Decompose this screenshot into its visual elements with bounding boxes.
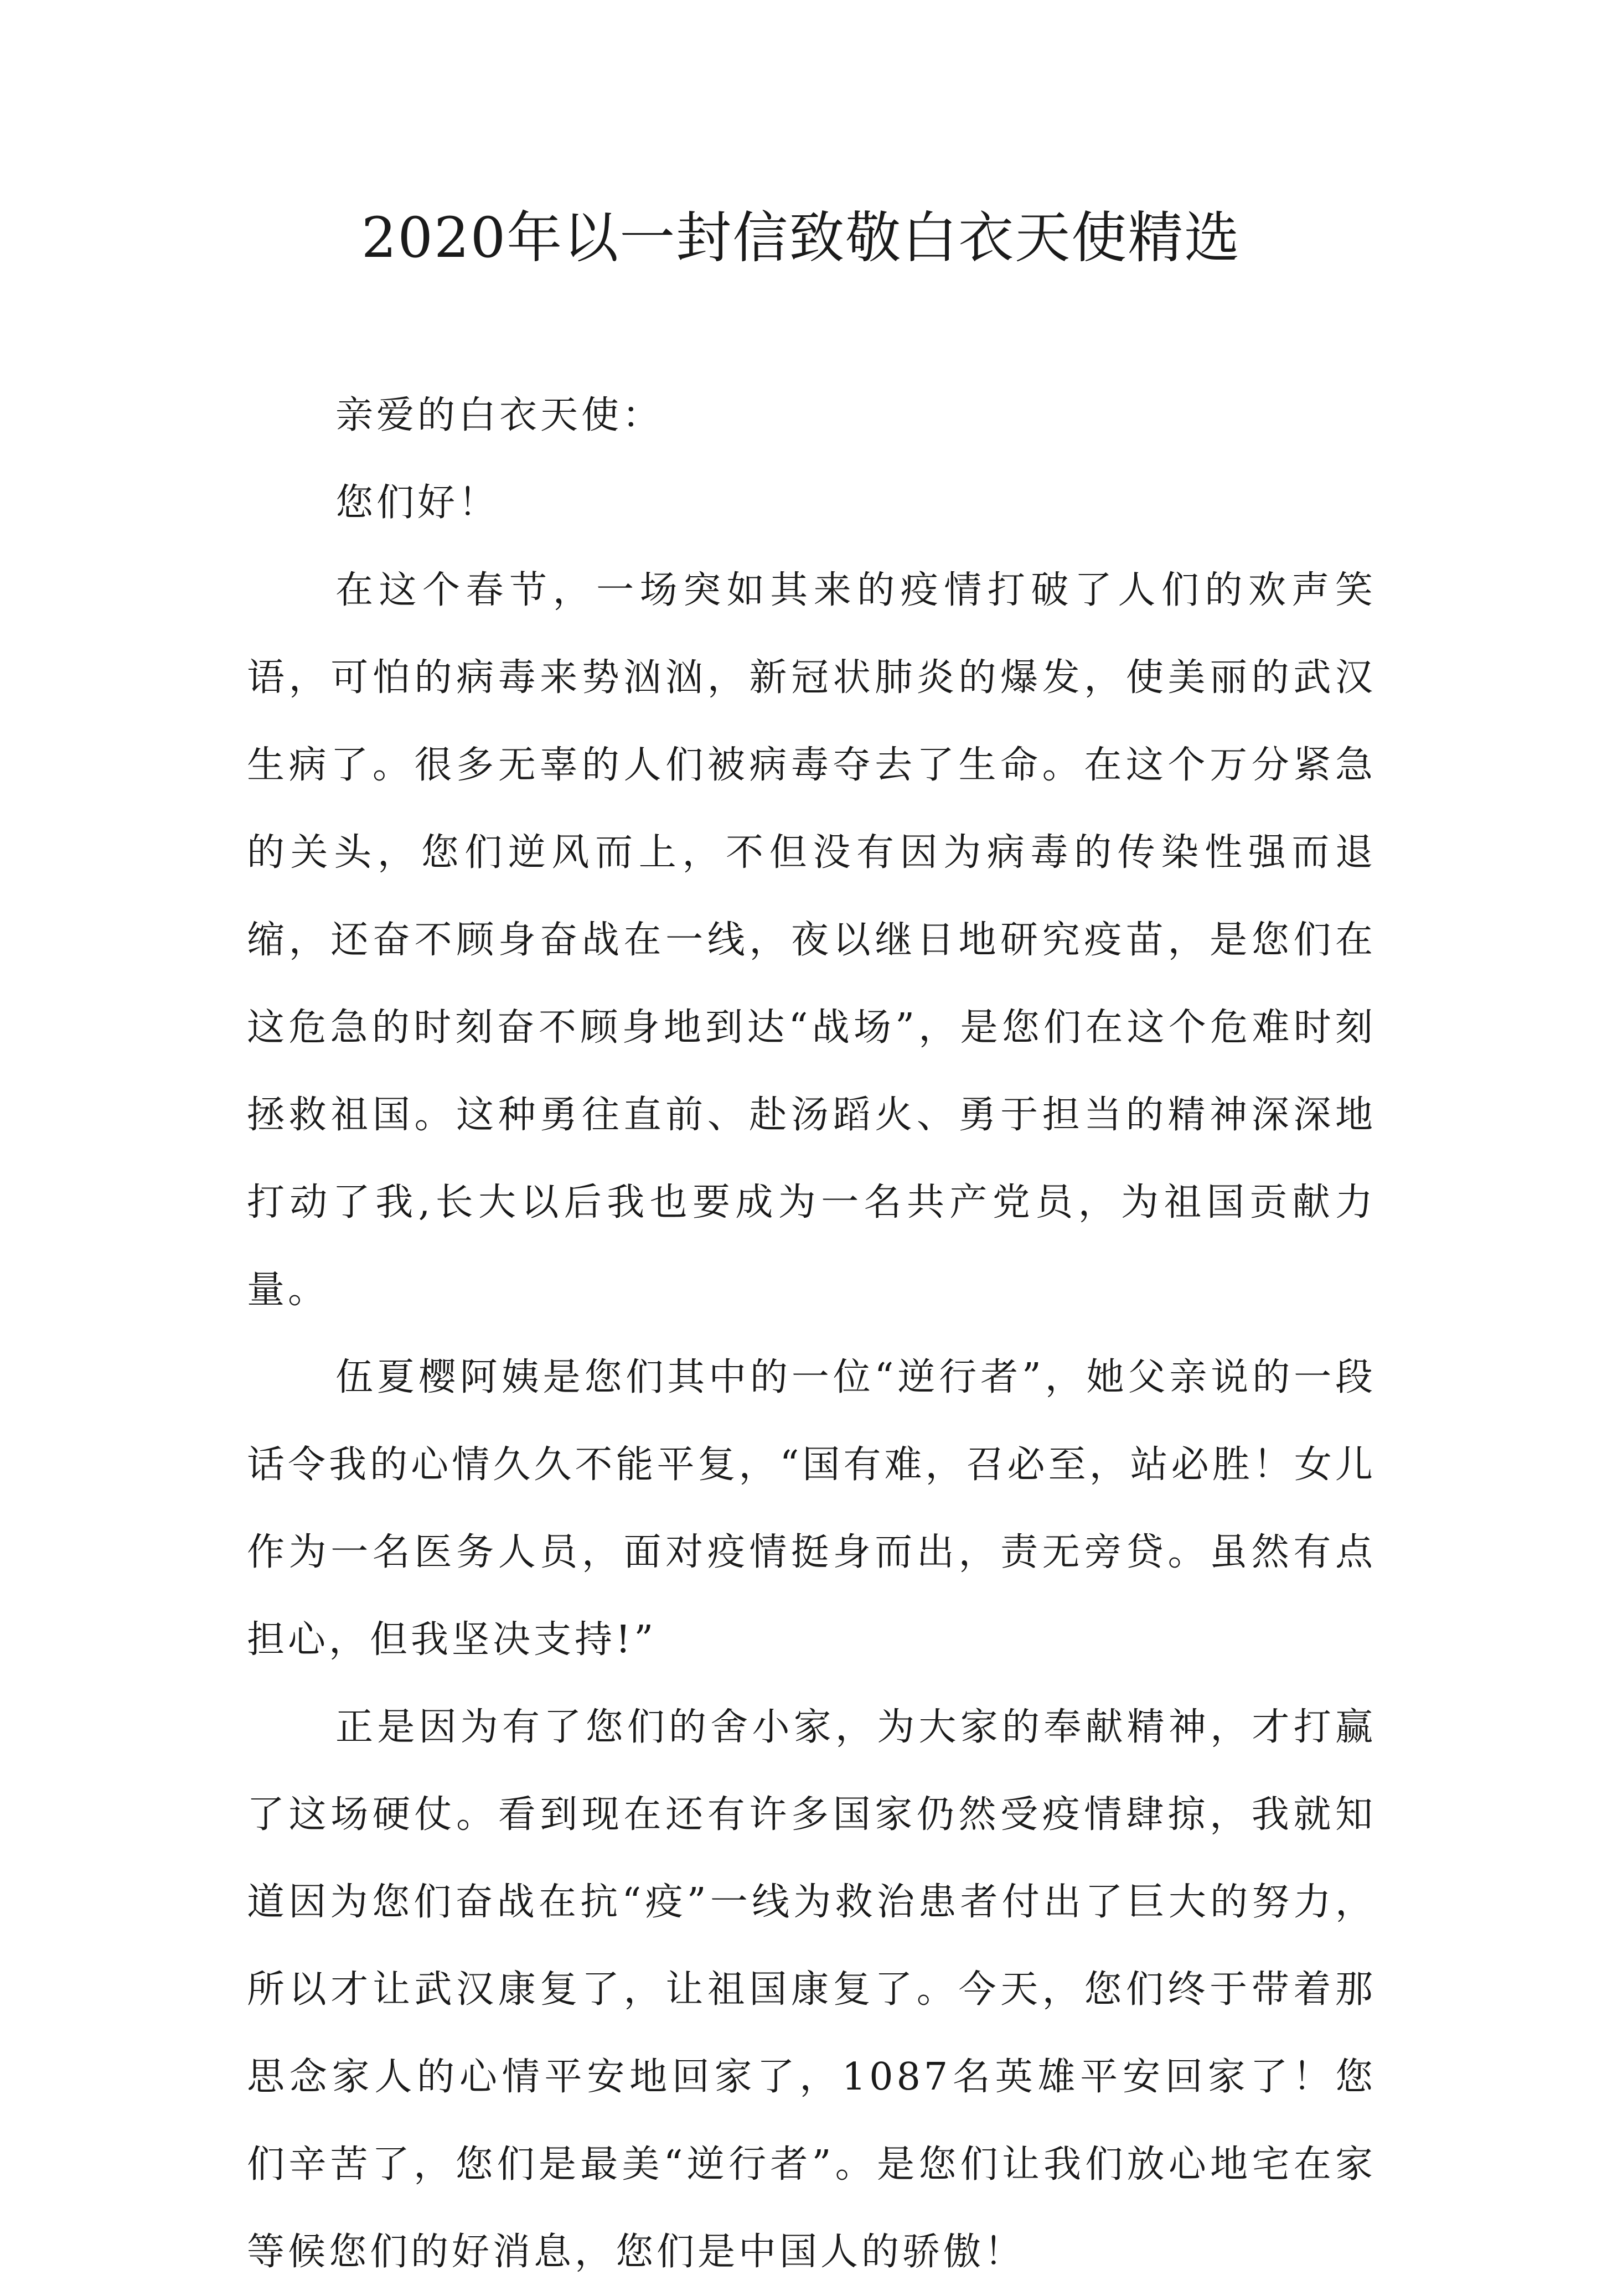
document-title: 2020年以一封信致敬白衣天使精选 (361, 205, 1241, 270)
greeting: 您们好！ (335, 481, 500, 525)
body-paragraph: 在这个春节，一场突如其来的疫情打破了人们的欢声笑语，可怕的病毒来势汹汹，新冠状肺炎的爆发，使美丽的武汉生病了。很多无辜的人们被病毒夺去了生命。在这个万分紧急的关头，您们逆风而上，不但没有因为病毒的传染性强而退缩，还奋不顾身奋战在一线，夜以继日地研究疫苗，是您们在这危急的时刻奋不顾身地到达“战场”，是您们在这个危难时刻拯救祖国。这种勇往直前、赴汤蹈火、勇于担当的精神深深地打动了我,长大以后我也要成为一名共产党员，为祖国贡献力量。 (247, 568, 1376, 1312)
salutation: 亲爱的白衣天使： (335, 394, 664, 437)
body-paragraph: 正是因为有了您们的舍小家，为大家的奉献精神，才打赢了这场硬仗。看到现在还有许多国家仍然受疫情肆掠，我就知道因为您们奋战在抗“疫”一线为救治患者付出了巨大的努力，所以才让武汉康复了，让祖国康复了。今天，您们终于带着那思念家人的心情平安地回家了，1087名英雄平安回家了！您们辛苦了，您们是最美“逆行者”。是您们让我们放心地宅在家等候您们的好消息，您们是中国人的骄傲！ (247, 1705, 1376, 2274)
body-paragraph: 伍夏樱阿姨是您们其中的一位“逆行者”，她父亲说的一段话令我的心情久久不能平复，“国有难，召必至，站必胜！女儿作为一名医务人员，面对疫情挺身而出，责无旁贷。虽然有点担心，但我坚决支持!” (247, 1356, 1376, 1662)
document-body (247, 372, 1376, 2296)
